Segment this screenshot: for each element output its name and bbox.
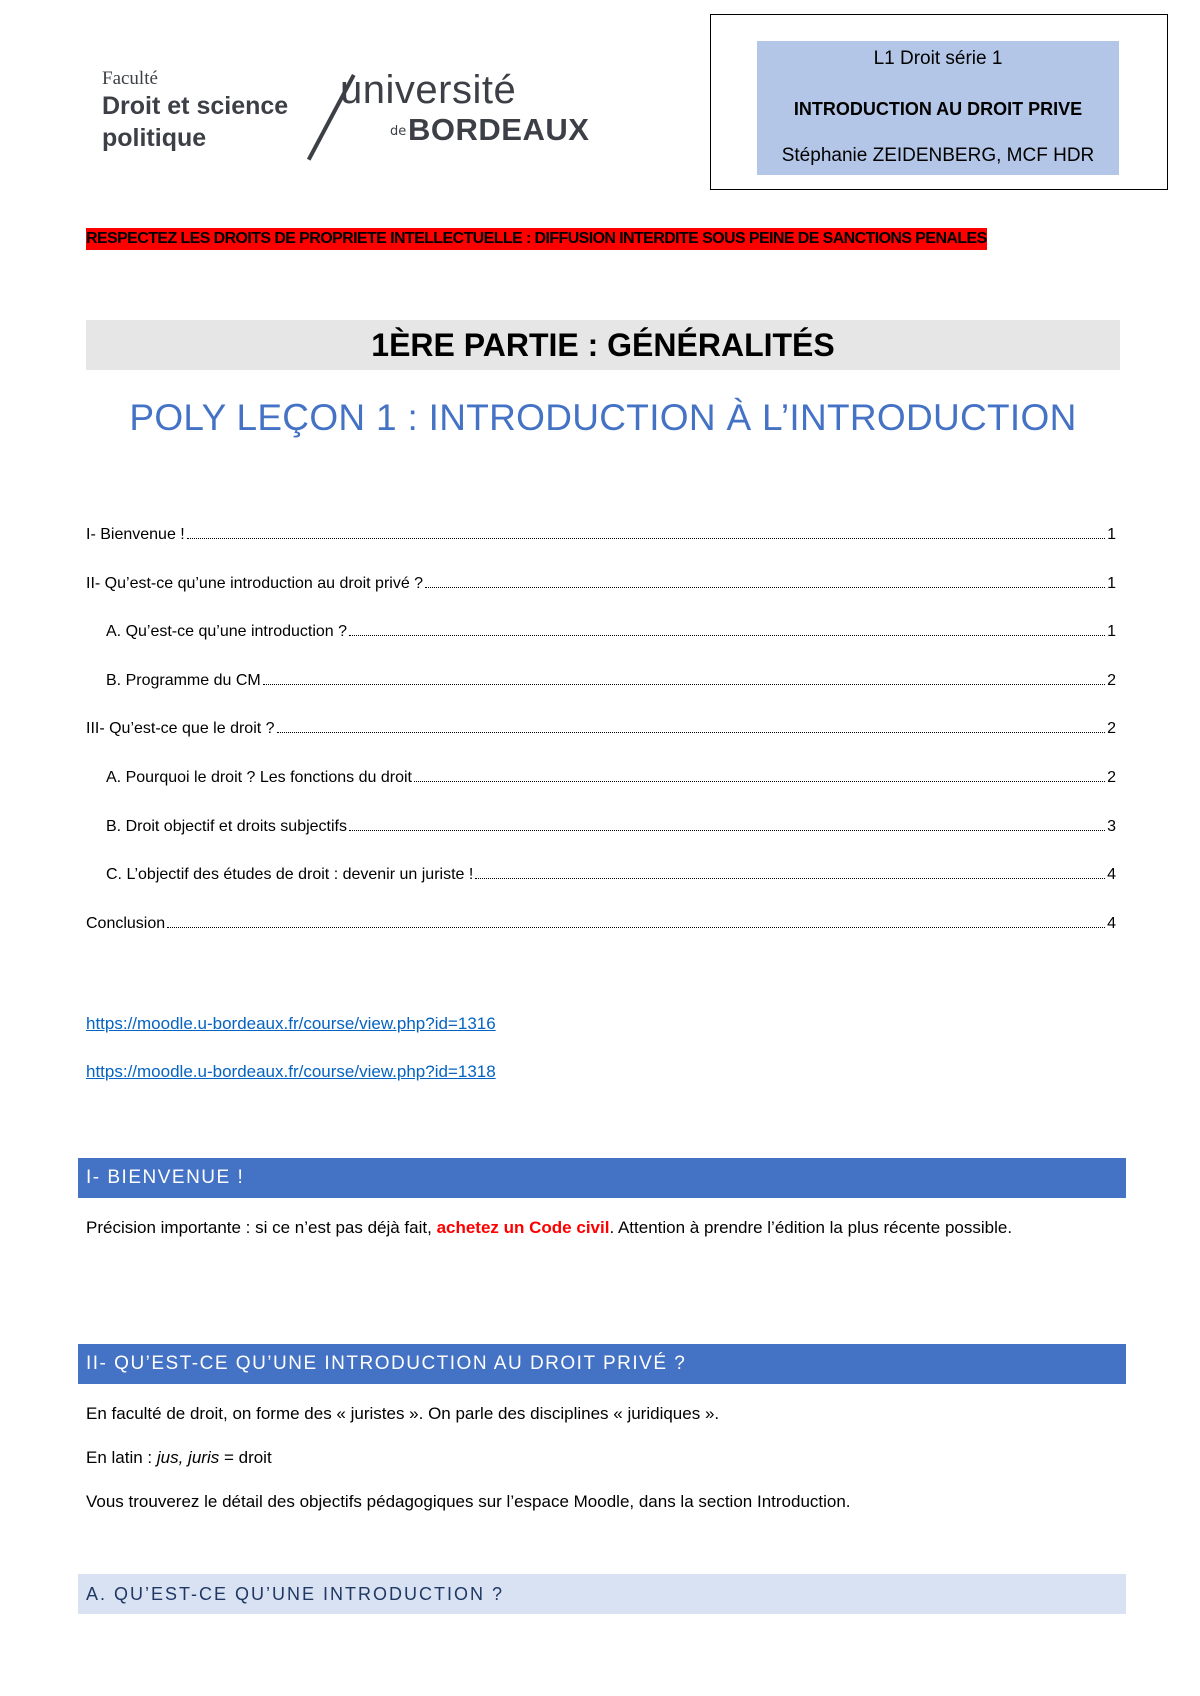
toc-entry-label: III- Qu’est-ce que le droit ? <box>86 720 275 737</box>
toc-entry-label: B. Droit objectif et droits subjectifs <box>106 818 347 835</box>
section1-paragraph <box>86 1218 1012 1238</box>
section2-paragraph-2 <box>86 1448 272 1468</box>
toc-entry-page: 1 <box>1107 623 1116 640</box>
faculty-logo-line2: Droit et science <box>102 92 289 120</box>
toc-entry[interactable] <box>86 520 1116 544</box>
toc-leader <box>167 926 1105 928</box>
toc-entry-label: A. Qu’est-ce qu’une introduction ? <box>106 623 348 640</box>
toc-leader <box>277 731 1106 733</box>
course-info-box <box>710 14 1168 190</box>
section1-highlight: achetez un Code civil <box>436 1218 610 1237</box>
toc-entry[interactable] <box>86 909 1116 933</box>
toc-leader <box>187 537 1105 539</box>
section2-paragraph-1: En faculté de droit, on forme des « juristes ». On parle des disciplines « juridiques ». <box>86 1404 720 1423</box>
moodle-link-1318[interactable]: https://moodle.u-bordeaux.fr/course/view.php?id=1318 <box>86 1062 496 1081</box>
course-series: L1 Droit série 1 <box>873 48 1003 69</box>
toc-entry-page: 2 <box>1107 720 1116 737</box>
toc-entry-page: 4 <box>1107 915 1116 932</box>
moodle-link-1316[interactable]: https://moodle.u-bordeaux.fr/course/view.php?id=1316 <box>86 1014 496 1033</box>
toc-entry-page: 3 <box>1107 818 1116 835</box>
toc-entry-label: C. L’objectif des études de droit : devenir un juriste ! <box>106 866 474 883</box>
toc-entry[interactable] <box>106 812 1116 836</box>
section-heading-bienvenue: I- BIENVENUE ! <box>78 1158 1126 1198</box>
course-info-panel <box>757 41 1119 175</box>
copyright-warning: RESPECTEZ LES DROITS DE PROPRIETE INTELLECTUELLE : DIFFUSION INTERDITE SOUS PEINE DE SANCTIONS PENALES <box>86 228 987 250</box>
toc-entry[interactable] <box>106 617 1116 641</box>
part-title: 1ÈRE PARTIE : GÉNÉRALITÉS <box>86 320 1120 370</box>
toc-entry[interactable] <box>106 860 1116 884</box>
university-logo-word: université <box>340 68 517 112</box>
faculty-logo <box>102 68 312 160</box>
toc-entry-label: I- Bienvenue ! <box>86 526 185 543</box>
toc-entry-page: 2 <box>1107 769 1116 786</box>
course-title: INTRODUCTION AU DROIT PRIVE <box>793 99 1083 119</box>
faculty-logo-line1: Faculté <box>102 68 158 89</box>
section1-text-after: . Attention à prendre l’édition la plus récente possible. <box>609 1218 1013 1237</box>
faculty-logo-line3: politique <box>102 124 207 152</box>
toc-entry-page: 2 <box>1107 672 1116 689</box>
toc-leader <box>425 586 1105 588</box>
toc-entry-label: II- Qu’est-ce qu’une introduction au droit privé ? <box>86 575 424 592</box>
toc-entry-page: 1 <box>1107 526 1116 543</box>
toc-entry-page: 1 <box>1107 575 1116 592</box>
toc-entry[interactable] <box>86 569 1116 593</box>
toc-leader <box>349 634 1105 636</box>
university-logo-de: de <box>390 124 407 139</box>
toc-entry-label: Conclusion <box>86 915 166 932</box>
toc-entry-page: 4 <box>1107 866 1116 883</box>
toc-entry[interactable] <box>106 763 1116 787</box>
section2-p2-suffix: = droit <box>219 1448 272 1467</box>
toc-entry-label: A. Pourquoi le droit ? Les fonctions du droit <box>106 769 412 786</box>
university-logo <box>312 68 590 160</box>
section2-paragraph-3: Vous trouverez le détail des objectifs pédagogiques sur l’espace Moodle, dans la section Introduction. <box>86 1492 851 1511</box>
toc-leader <box>263 683 1105 685</box>
toc-entry-label: B. Programme du CM <box>106 672 261 689</box>
toc-entry[interactable] <box>86 714 1116 738</box>
toc-leader <box>414 780 1105 782</box>
university-logo-city: BORDEAUX <box>408 112 590 147</box>
toc-leader <box>349 829 1105 831</box>
section-heading-introduction-droit-prive: II- QU’EST-CE QU’UNE INTRODUCTION AU DROIT PRIVÉ ? <box>78 1344 1126 1384</box>
section1-text-before: Précision importante : si ce n’est pas déjà fait, <box>86 1218 437 1237</box>
toc-leader <box>475 877 1105 879</box>
section2-p2-prefix: En latin : <box>86 1448 157 1467</box>
course-teacher: Stéphanie ZEIDENBERG, MCF HDR <box>781 145 1095 166</box>
section2-p2-latin: jus, juris <box>156 1448 220 1467</box>
subsection-heading-introduction: A. QU’EST-CE QU’UNE INTRODUCTION ? <box>78 1574 1126 1614</box>
lesson-title: POLY LEÇON 1 : INTRODUCTION À L’INTRODUCTION <box>129 397 1077 438</box>
toc-entry[interactable] <box>106 666 1116 690</box>
